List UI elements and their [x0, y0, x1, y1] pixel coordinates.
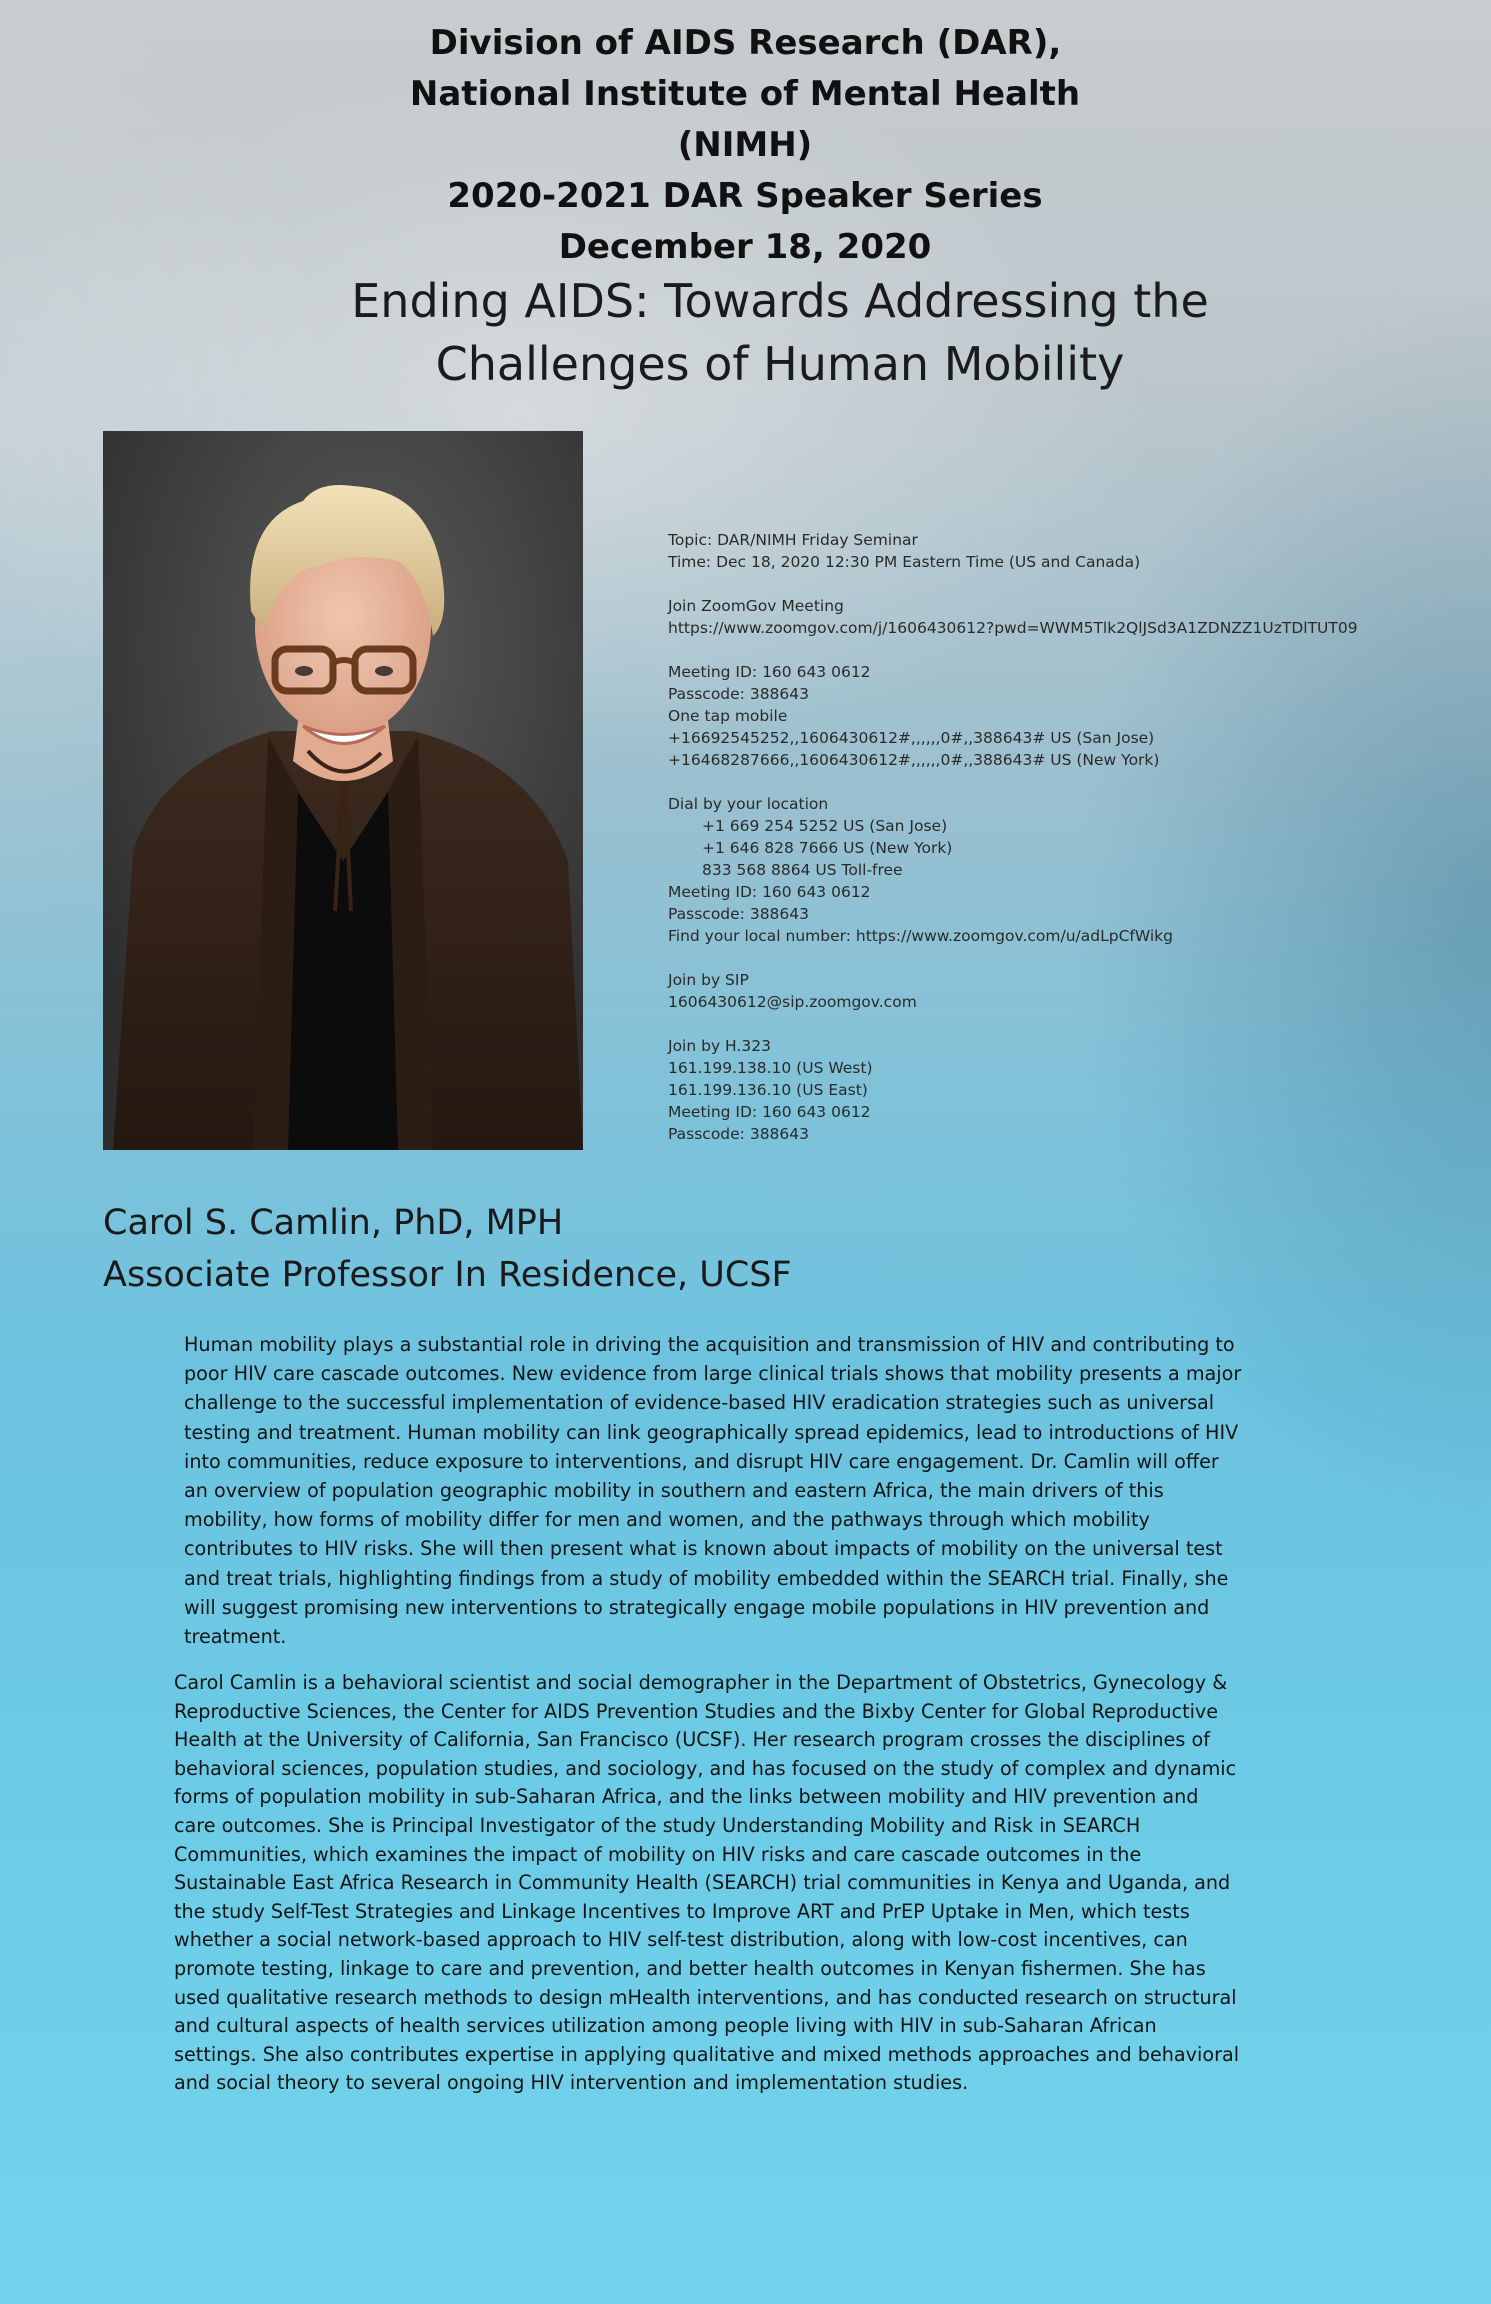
meeting-time: Time: Dec 18, 2020 12:30 PM Eastern Time (US and Canada) [668, 553, 1141, 571]
meeting-id-h323: Meeting ID: 160 643 0612 [668, 1103, 871, 1121]
sip-address: 1606430612@sip.zoomgov.com [668, 993, 917, 1011]
seminar-date: December 18, 2020 [558, 227, 932, 267]
meeting-topic: Topic: DAR/NIMH Friday Seminar [668, 531, 918, 549]
meeting-id-dial: Meeting ID: 160 643 0612 [668, 883, 871, 901]
division-name: Division of AIDS Research (DAR), [429, 23, 1062, 63]
speaker-bio: Carol Camlin is a behavioral scientist and social demographer in the Department of Obstetrics, Gynecology & Reproductive Sciences, the Center for AIDS Prevention Studies and the Bixby Center for Global Reproductive Health at the University of California, San Francisco (UCSF). Her research program crosses the disciplines of behavioral sciences, population studies, and sociology, and has focused on the study of complex and dynamic forms of population mobility in sub-Saharan Africa, and the links between mobility and HIV prevention and care outcomes. She is Principal Investigator of the study Understanding Mobility and Risk in SEARCH Communities, which examines the impact of mobility on HIV risks and care cascade outcomes in the Sustainable East Africa Research in Community Health (SEARCH) trial communities in Kenya and Uganda, and the study Self-Test Strategies and Linkage Incentives to Improve ART and PrEP Uptake in Men, which tests whether a social network-based approach to HIV self-test distribution, along with low-cost incentives, can promote testing, linkage to care and prevention, and better health outcomes in Kenyan fishermen. She has used qualitative research methods to design mHealth interventions, and has conducted research on structural and cultural aspects of health services utilization among people living with HIV in sub-Saharan African settings. She also contributes expertise in applying qualitative and mixed methods approaches and behavioral and social theory to several ongoing HIV intervention and implementation studies. [174, 1671, 1240, 2095]
dial-number-san-jose: +1 669 254 5252 US (San Jose) [702, 817, 948, 835]
speaker-series: 2020-2021 DAR Speaker Series [447, 176, 1043, 216]
join-meeting-link[interactable]: https://www.zoomgov.com/j/1606430612?pwd=WWM5Tlk2QlJSd3A1ZDNZZ1UzTDlTUT09 [668, 619, 1358, 637]
seminar-header [0, 18, 1491, 273]
sip-heading: Join by SIP [668, 971, 749, 989]
join-meeting-heading: Join ZoomGov Meeting [668, 597, 844, 615]
talk-title-line-1: Ending AIDS: Towards Addressing the [351, 274, 1209, 328]
meeting-passcode-h323: Passcode: 388643 [668, 1125, 809, 1143]
speaker-portrait-illustration [103, 431, 583, 1150]
one-tap-number-new-york: +16468287666,,1606430612#,,,,,,0#,,388643# US (New York) [668, 751, 1160, 769]
local-number-link[interactable]: Find your local number: https://www.zoomgov.com/u/adLpCfWikg [668, 927, 1173, 945]
zoom-meeting-info [668, 529, 1368, 1145]
meeting-id: Meeting ID: 160 643 0612 [668, 663, 871, 681]
one-tap-number-san-jose: +16692545252,,1606430612#,,,,,,0#,,388643# US (San Jose) [668, 729, 1155, 747]
institute-abbreviation: (NIMH) [677, 125, 813, 165]
talk-title-line-2: Challenges of Human Mobility [435, 337, 1125, 391]
speaker-name: Carol S. Camlin, PhD, MPH [103, 1203, 564, 1243]
dial-by-location-heading: Dial by your location [668, 795, 829, 813]
dial-number-toll-free: 833 568 8864 US Toll-free [702, 861, 903, 879]
h323-address-west: 161.199.138.10 (US West) [668, 1059, 873, 1077]
speaker-photo [103, 431, 583, 1150]
meeting-passcode-dial: Passcode: 388643 [668, 905, 809, 923]
meeting-passcode: Passcode: 388643 [668, 685, 809, 703]
talk-abstract: Human mobility plays a substantial role in driving the acquisition and transmission of HIV and contributing to poor HIV care cascade outcomes. New evidence from large clinical trials shows that mobility presents a major challenge to the successful implementation of evidence-based HIV eradication strategies such as universal testing and treatment. Human mobility can link geographically spread epidemics, lead to introductions of HIV into communities, reduce exposure to interventions, and disrupt HIV care engagement. Dr. Camlin will offer an overview of population geographic mobility in southern and eastern Africa, the main drivers of this mobility, how forms of mobility differ for men and women, and the pathways through which mobility contributes to HIV risks. She will then present what is known about impacts of mobility on the universal test and treat trials, highlighting findings from a study of mobility embedded within the SEARCH trial. Finally, she will suggest promising new interventions to strategically engage mobile populations in HIV prevention and treatment. [184, 1333, 1242, 1649]
one-tap-heading: One tap mobile [668, 707, 788, 725]
talk-title [200, 270, 1360, 396]
h323-heading: Join by H.323 [668, 1037, 771, 1055]
speaker-credentials [103, 1197, 792, 1301]
dial-number-new-york: +1 646 828 7666 US (New York) [702, 839, 953, 857]
institute-name: National Institute of Mental Health [409, 74, 1081, 114]
h323-address-east: 161.199.136.10 (US East) [668, 1081, 868, 1099]
speaker-position: Associate Professor In Residence, UCSF [103, 1255, 792, 1295]
